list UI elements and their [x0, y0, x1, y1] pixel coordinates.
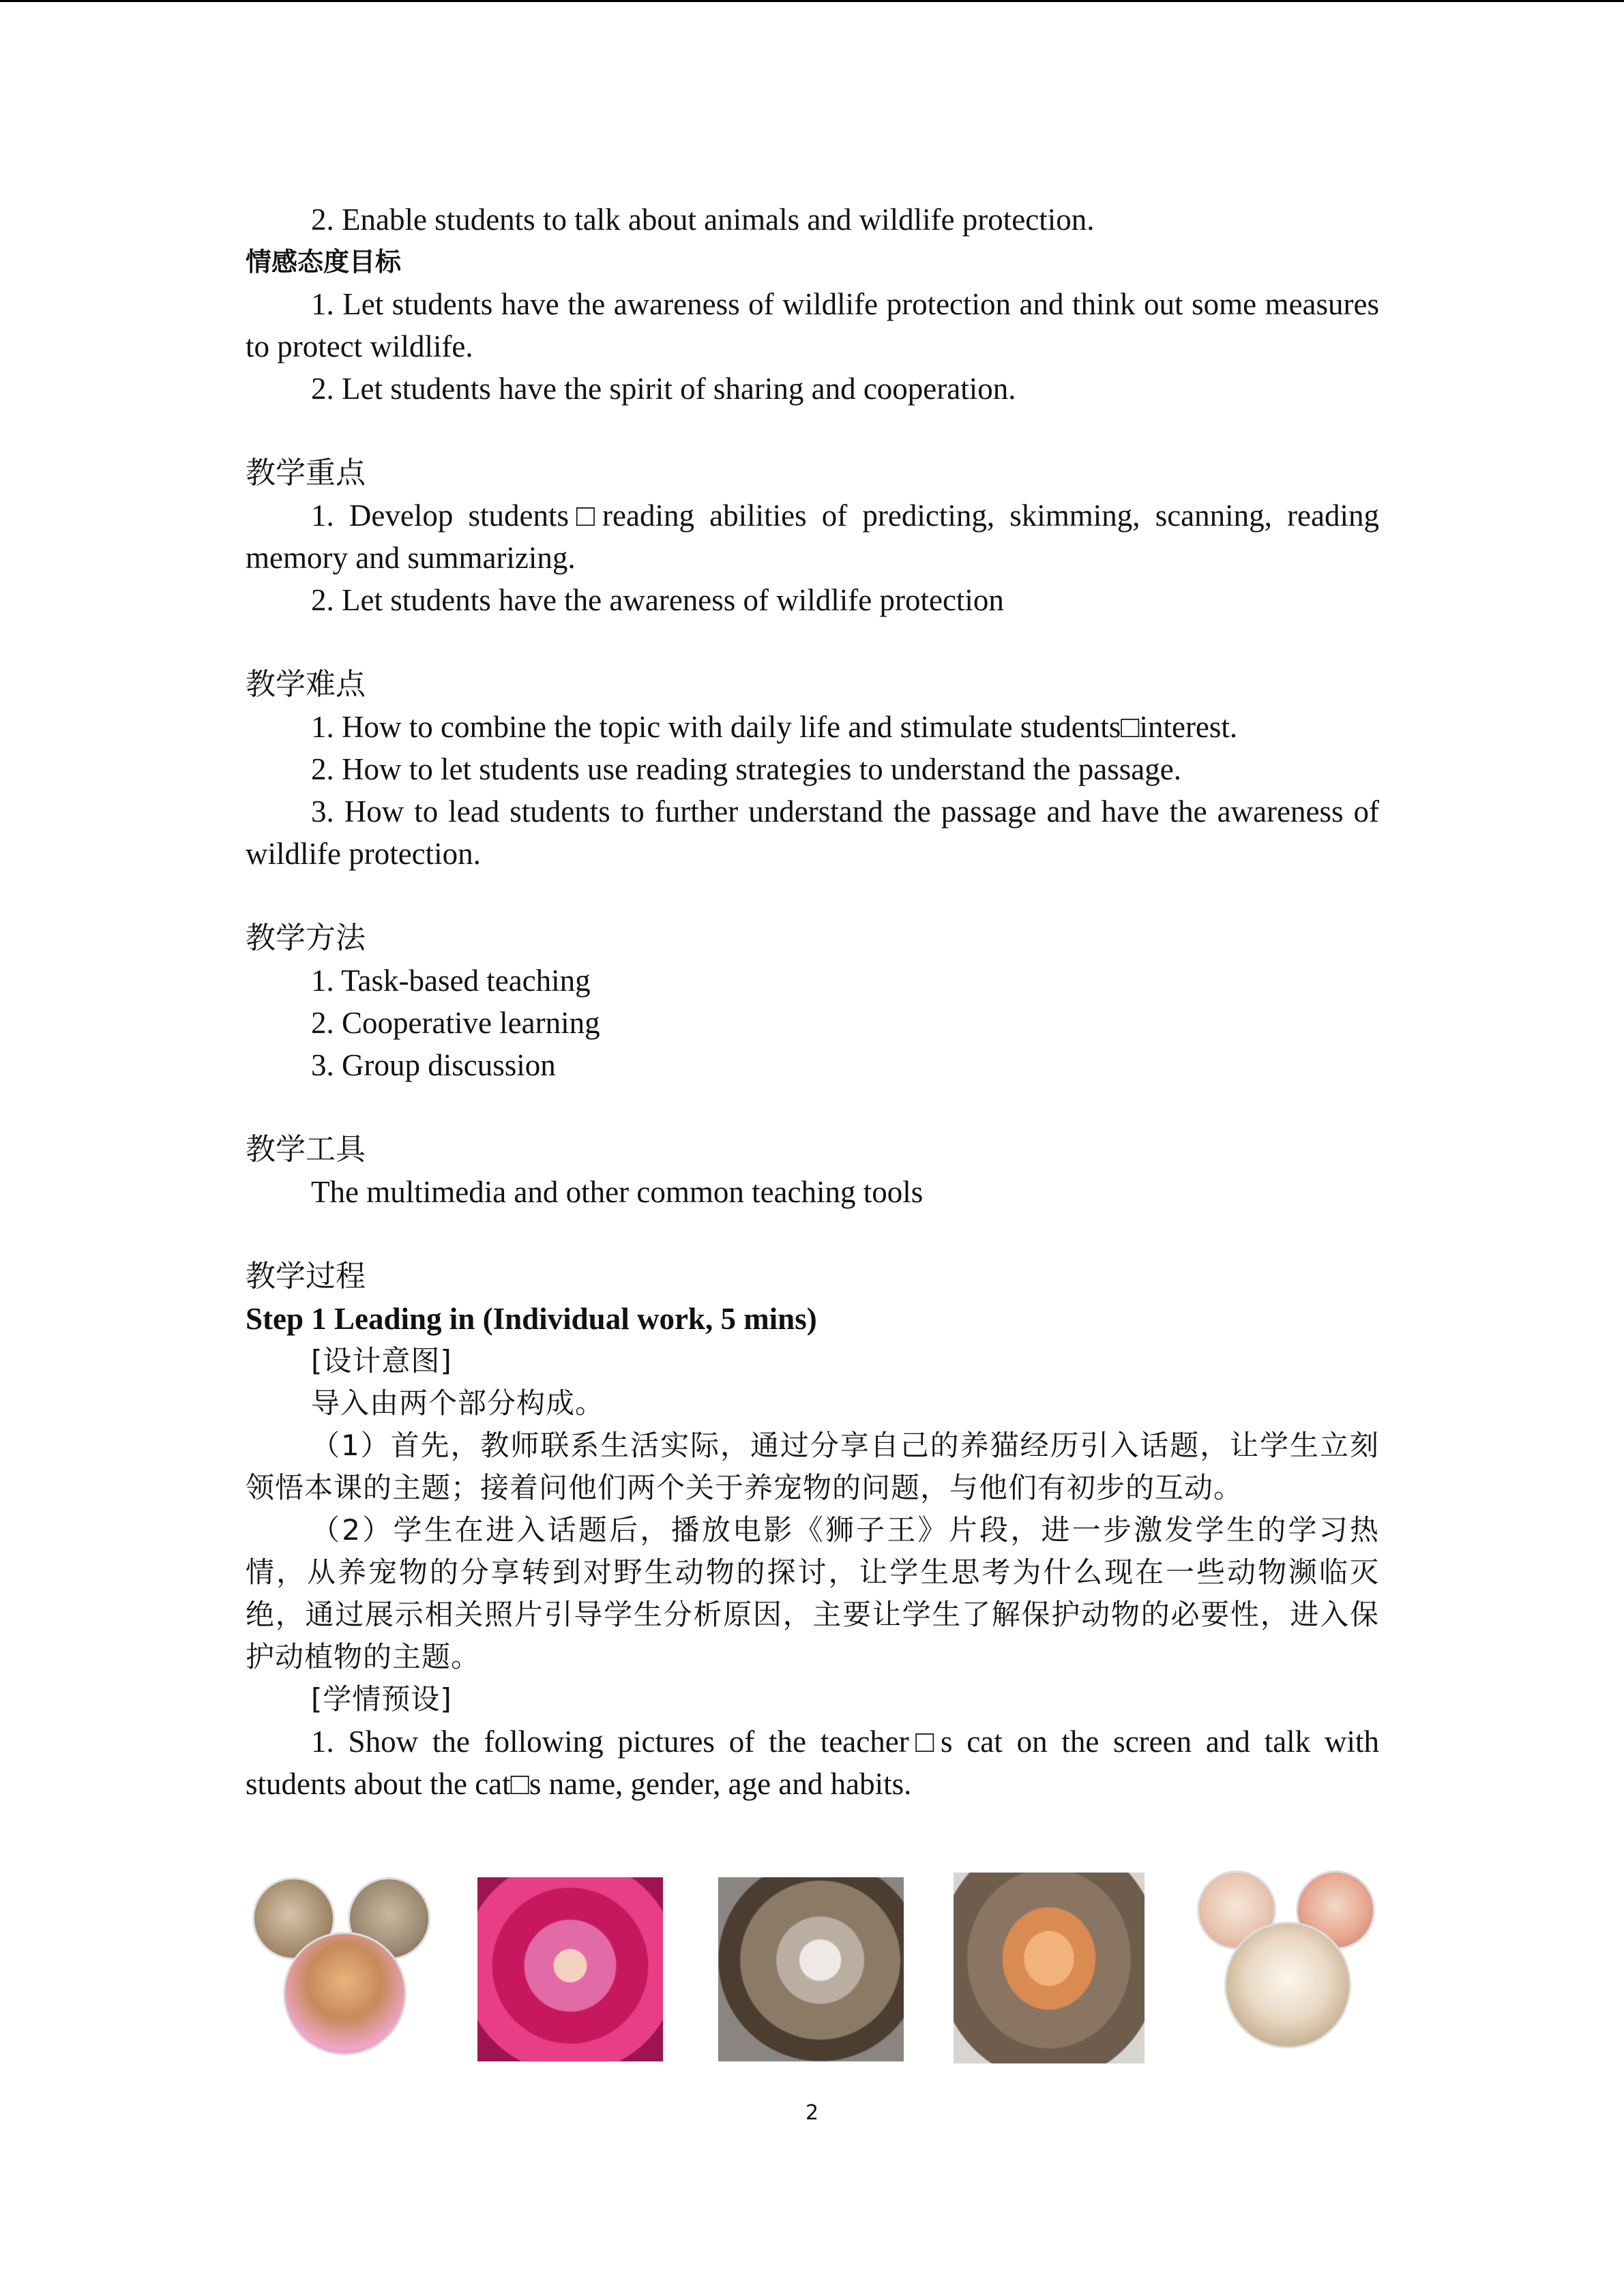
photo-strip: [246, 1870, 1379, 2068]
design-intent-label: [设计意图]: [311, 1344, 452, 1377]
page-content: [246, 198, 1379, 1805]
photo-kitten-cardboard: [718, 1877, 904, 2061]
text-line: 2. How to let students use reading strategies to understand the passage.: [311, 752, 1181, 786]
section-heading: 教学过程: [246, 1259, 366, 1294]
list-item: 3. Group discussion: [311, 1048, 556, 1082]
text-line: 2. Enable students to talk about animals and wildlife protection.: [311, 203, 1095, 237]
photo-kitten-litter: [954, 1873, 1145, 2063]
list-item: 2. Cooperative learning: [311, 1006, 600, 1040]
text-paragraph: （1）首先，教师联系生活实际，通过分享自己的养猫经历引入话题，让学生立刻领悟本课的主题；接着问他们两个关于养宠物的问题，与他们有初步的互动。: [246, 1429, 1379, 1504]
photo-kitten-pink: [477, 1877, 663, 2061]
text-line: 1. How to combine the topic with daily life and stimulate students□interest.: [311, 710, 1238, 744]
section-heading: 情感态度目标: [246, 247, 402, 277]
step-heading: Step 1 Leading in (Individual work, 5 mins): [246, 1302, 817, 1336]
text-paragraph: 3. How to lead students to further understand the passage and have the awareness of wildlife protection.: [246, 794, 1379, 871]
text-paragraph: 1. Let students have the awareness of wildlife protection and think out some measures to protect wildlife.: [246, 287, 1379, 363]
section-heading: 教学难点: [246, 667, 366, 702]
section-heading: 教学方法: [246, 921, 366, 955]
photo-cat-collage-1: [252, 1877, 430, 2061]
photo-cat-collage-2: [1197, 1870, 1374, 2055]
text-line: The multimedia and other common teaching tools: [311, 1175, 924, 1209]
text-paragraph: 1. Develop students□reading abilities of predicting, skimming, scanning, reading memory and summarizing.: [246, 498, 1379, 575]
page-number: 2: [805, 2101, 819, 2125]
text-line: 2. Let students have the spirit of sharing and cooperation.: [311, 372, 1016, 406]
text-paragraph: （2）学生在进入话题后，播放电影《狮子王》片段，进一步激发学生的学习热情，从养宠物的分享转到对野生动物的探讨，让学生思考为什么现在一些动物濒临灭绝，通过展示相关照片引导学生分析原因，主要让学生了解保护动物的必要性，进入保护动植物的主题。: [246, 1513, 1379, 1673]
preset-label: [学情预设]: [311, 1682, 452, 1716]
section-heading: 教学工具: [246, 1132, 366, 1167]
list-item: 1. Task-based teaching: [311, 964, 591, 998]
text-line: 导入由两个部分构成。: [311, 1386, 605, 1420]
text-line: 2. Let students have the awareness of wildlife protection: [311, 583, 1004, 617]
text-paragraph: 1. Show the following pictures of the teacher□s cat on the screen and talk with students about the cat□s name, gender, age and habits.: [246, 1725, 1379, 1801]
section-heading: 教学重点: [246, 456, 366, 490]
